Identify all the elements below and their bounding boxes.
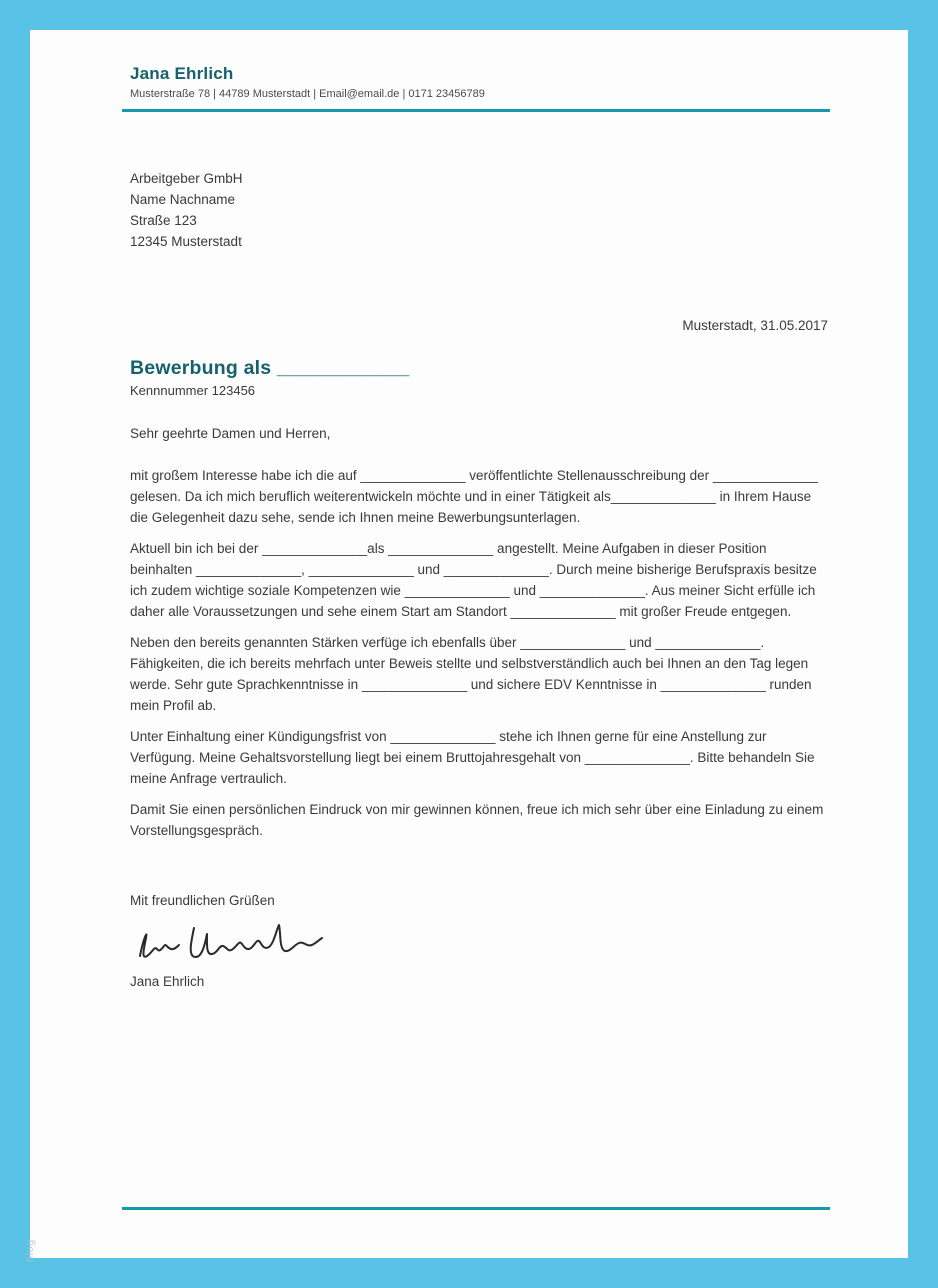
subject-title: Bewerbung als ____________ xyxy=(130,357,410,379)
recipient-address xyxy=(122,168,830,252)
recipient-line-street: Straße 123 xyxy=(130,213,197,228)
recipient-line-name: Name Nachname xyxy=(130,192,236,207)
sender-header xyxy=(122,64,830,109)
paragraph: Neben den bereits genannten Stärken verfüge ich ebenfalls über ______________ und ______________. Fähigkeiten, die ich bereits mehrfach unter Beweis stellte und selbstverständlich auch bei Ihnen an den Tag legen werde. Sehr gute Sprachkenntnisse in ______________ und sichere EDV Kenntnisse in ______________ runden mein Profil ab. xyxy=(130,635,812,713)
paragraph: Unter Einhaltung einer Kündigungsfrist von ______________ stehe ich Ihnen gerne für eine Anstellung zur Verfügung. Meine Gehaltsvorstellung liegt bei einem Bruttojahresgehalt von ______________. Bitte behandeln Sie meine Anfrage vertraulich. xyxy=(130,729,815,786)
recipient-line-company: Arbeitgeber GmbH xyxy=(130,171,243,186)
salutation: Sehr geehrte Damen und Herren, xyxy=(130,426,331,441)
paragraph: Aktuell bin ich bei der ______________als ______________ angestellt. Meine Aufgaben in dieser Position beinhalten ______________, ______________ und ______________. Durch meine bisherige Berufspraxis besitze ich zudem wichtige soziale Kompetenzen wie ______________ und ______________. Aus meiner Sicht erfülle ich daher alle Voraussetzungen und sehe einem Start am Standort ______________ mit großer Freude entgegen. xyxy=(130,541,817,619)
date-line: Musterstadt, 31.05.2017 xyxy=(682,318,828,333)
letter-page xyxy=(30,30,908,1258)
paragraph: mit großem Interesse habe ich die auf ______________ veröffentlichte Stellenausschreibung der ______________ gelesen. Da ich mich beruflich weiterentwickeln möchte und in einer Tätigkeit als______________ in Ihrem Hause die Gelegenheit dazu sehe, sende ich Ihnen meine Bewerbungsunterlagen. xyxy=(130,468,818,525)
header-rule xyxy=(122,109,830,112)
signer-name: Jana Ehrlich xyxy=(130,974,205,989)
closing-phrase: Mit freundlichen Grüßen xyxy=(130,893,275,908)
letter-body xyxy=(122,465,830,851)
sender-contact-line: Musterstraße 78 | 44789 Musterstadt | Email@email.de | 0171 23456789 xyxy=(130,88,485,100)
paragraph: Damit Sie einen persönlichen Eindruck von mir gewinnen können, freue ich mich sehr über eine Einladung zu einem Vorstellungsgespräch. xyxy=(130,802,824,838)
footer xyxy=(122,1207,830,1210)
recipient-line-city: 12345 Musterstadt xyxy=(130,234,242,249)
signature-strokes xyxy=(130,916,330,972)
spacer xyxy=(122,989,830,1207)
watermark-text: blog xyxy=(24,1239,36,1262)
footer-rule xyxy=(122,1207,830,1210)
reference-number: Kennnummer 123456 xyxy=(130,383,256,398)
handwritten-signature xyxy=(122,916,830,972)
sender-name: Jana Ehrlich xyxy=(130,64,234,83)
